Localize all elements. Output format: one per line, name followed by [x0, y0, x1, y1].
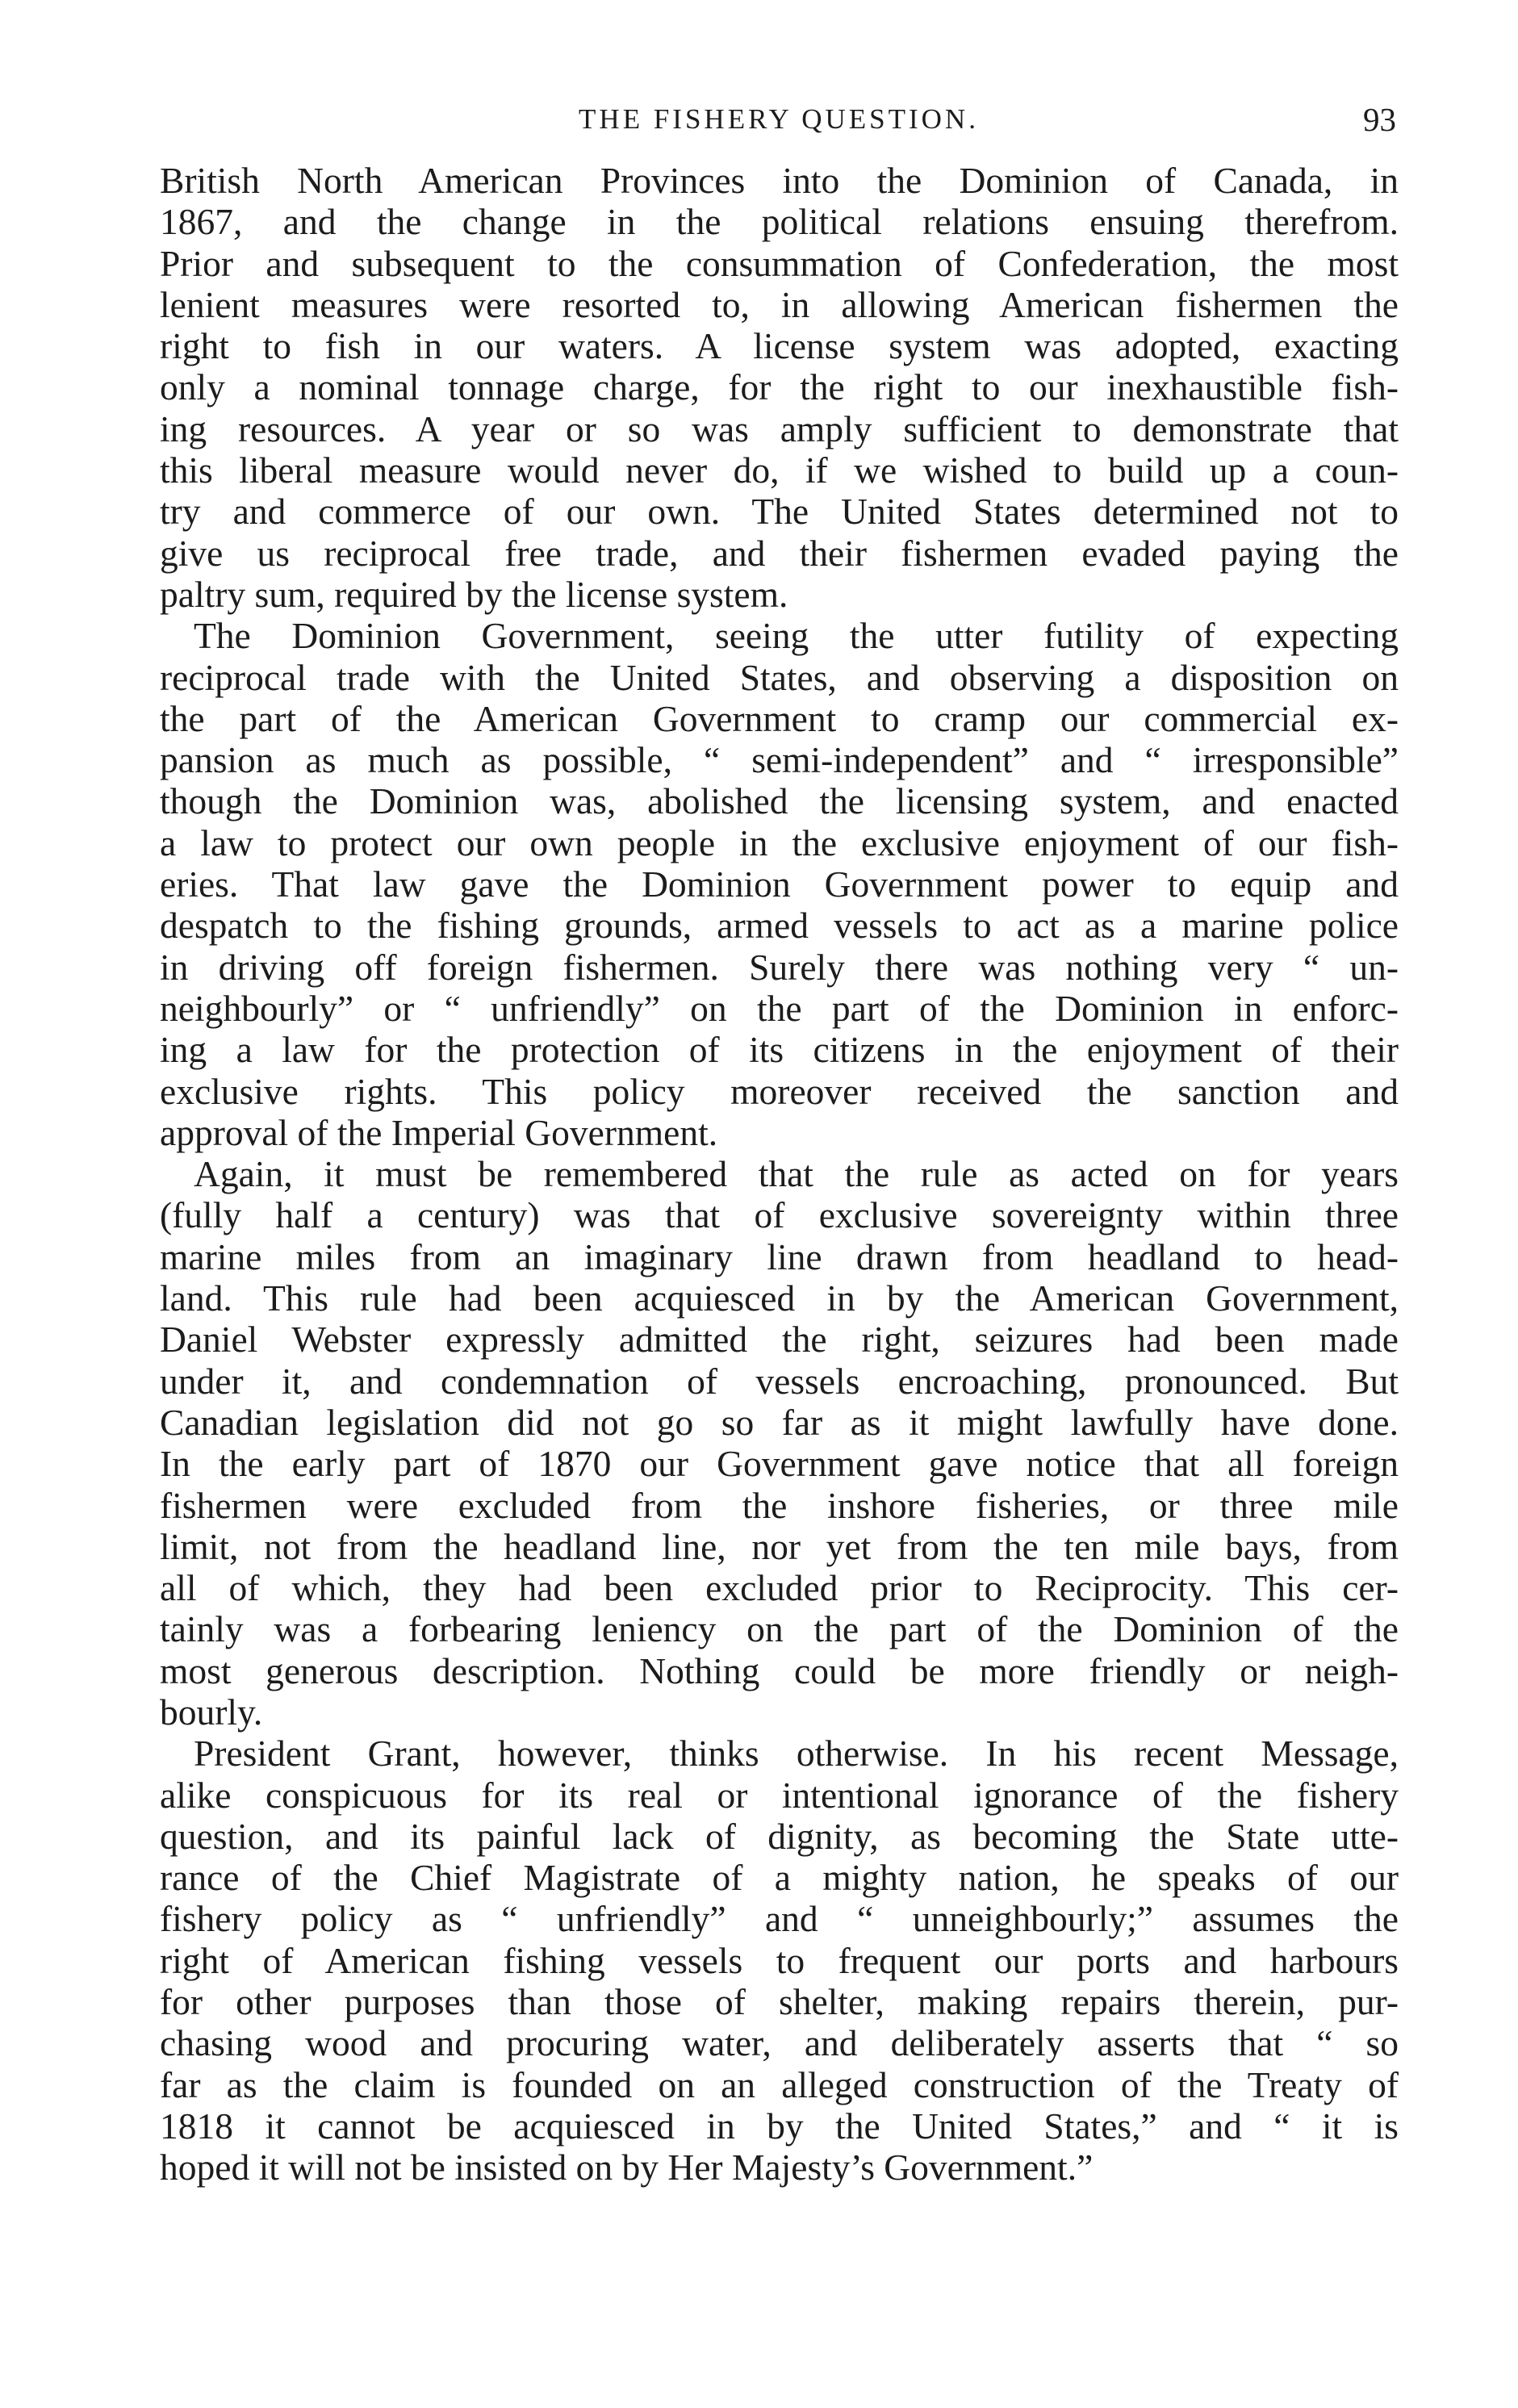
- paragraph: [160, 1153, 1399, 1733]
- text-line: most generous description. Nothing could be more friendly or neigh-: [160, 1649, 1399, 1691]
- text-line: British North American Provinces into the Dominion of Canada, in: [160, 160, 1399, 201]
- page-number: 93: [1363, 101, 1396, 138]
- text-line: alike conspicuous for its real or intentional ignorance of the fishery: [160, 1774, 1399, 1816]
- text-line: for other purposes than those of shelter, making repairs therein, pur-: [160, 1981, 1399, 2023]
- text-line: Again, it must be remembered that the rule as acted on for years: [194, 1153, 1399, 1195]
- text-line: give us reciprocal free trade, and their fishermen evaded paying the: [160, 532, 1399, 574]
- text-line: all of which, they had been excluded prior to Reciprocity. This cer-: [160, 1567, 1399, 1609]
- text-line: approval of the Imperial Government.: [160, 1111, 718, 1153]
- text-line: exclusive rights. This policy moreover received the sanction and: [160, 1070, 1399, 1112]
- text-line: this liberal measure would never do, if we wished to build up a coun-: [160, 449, 1399, 491]
- text-line: though the Dominion was, abolished the licensing system, and enacted: [160, 780, 1399, 822]
- text-line: chasing wood and procuring water, and deliberately asserts that “ so: [160, 2022, 1399, 2064]
- text-line: Canadian legislation did not go so far as it might lawfully have done.: [160, 1401, 1399, 1443]
- text-line: the part of the American Government to cramp our commercial ex-: [160, 697, 1399, 739]
- text-line: marine miles from an imaginary line drawn from headland to head-: [160, 1235, 1399, 1277]
- text-line: try and commerce of our own. The United States determined not to: [160, 491, 1399, 533]
- text-line: despatch to the fishing grounds, armed vessels to act as a marine police: [160, 905, 1399, 947]
- text-line: under it, and condemnation of vessels encroaching, pronounced. But: [160, 1360, 1399, 1402]
- text-line: In the early part of 1870 our Government gave notice that all foreign: [160, 1443, 1399, 1485]
- text-line: tainly was a forbearing leniency on the part of the Dominion of the: [160, 1608, 1399, 1650]
- text-line: (fully half a century) was that of exclusive sovereignty within three: [160, 1194, 1399, 1236]
- text-line: ing resources. A year or so was amply sufficient to demonstrate that: [160, 408, 1399, 449]
- text-line: reciprocal trade with the United States, and observing a disposition on: [160, 656, 1399, 698]
- text-line: far as the claim is founded on an alleged construction of the Treaty of: [160, 2063, 1399, 2105]
- text-line: lenient measures were resorted to, in allowing American fishermen the: [160, 283, 1399, 325]
- text-line: neighbourly” or “ unfriendly” on the part of the Dominion in enforc-: [160, 987, 1399, 1029]
- text-line: bourly.: [160, 1691, 263, 1733]
- text-line: only a nominal tonnage charge, for the right to our inexhaustible fish-: [160, 366, 1399, 408]
- text-line: Daniel Webster expressly admitted the right, seizures had been made: [160, 1319, 1399, 1361]
- text-line: fishermen were excluded from the inshore fisheries, or three mile: [160, 1484, 1399, 1526]
- text-line: right of American fishing vessels to frequent our ports and harbours: [160, 1939, 1399, 1981]
- text-line: hoped it will not be insisted on by Her Majesty’s Government.”: [160, 2147, 1094, 2189]
- text-line: 1818 it cannot be acquiesced in by the United States,” and “ it is: [160, 2105, 1399, 2147]
- paragraph: [160, 160, 1399, 615]
- text-line: The Dominion Government, seeing the utter futility of expecting: [194, 615, 1399, 657]
- text-line: land. This rule had been acquiesced in by the American Government,: [160, 1277, 1399, 1319]
- body-text: [160, 160, 1399, 2189]
- text-line: paltry sum, required by the license system.: [160, 573, 788, 615]
- text-line: a law to protect our own people in the exclusive enjoyment of our fish-: [160, 821, 1399, 863]
- text-line: fishery policy as “ unfriendly” and “ unneighbourly;” assumes the: [160, 1898, 1399, 1940]
- text-line: President Grant, however, thinks otherwise. In his recent Message,: [194, 1733, 1399, 1775]
- text-line: in driving off foreign fishermen. Surely there was nothing very “ un-: [160, 946, 1399, 988]
- paragraph: [160, 615, 1399, 1153]
- text-line: ing a law for the protection of its citizens in the enjoyment of their: [160, 1029, 1399, 1071]
- text-line: pansion as much as possible, “ semi-independent” and “ irresponsible”: [160, 739, 1399, 781]
- paragraph: [160, 1733, 1399, 2188]
- text-line: eries. That law gave the Dominion Government power to equip and: [160, 863, 1399, 905]
- running-title: THE FISHERY QUESTION.: [579, 103, 979, 135]
- text-line: right to fish in our waters. A license system was adopted, exacting: [160, 325, 1399, 367]
- text-line: rance of the Chief Magistrate of a mighty nation, he speaks of our: [160, 1857, 1399, 1899]
- text-line: 1867, and the change in the political relations ensuing therefrom.: [160, 201, 1399, 243]
- text-line: Prior and subsequent to the consummation of Confederation, the most: [160, 242, 1399, 284]
- text-line: limit, not from the headland line, nor yet from the ten mile bays, from: [160, 1525, 1399, 1567]
- running-head: [161, 95, 1396, 144]
- text-line: question, and its painful lack of dignity, as becoming the State utte-: [160, 1815, 1399, 1857]
